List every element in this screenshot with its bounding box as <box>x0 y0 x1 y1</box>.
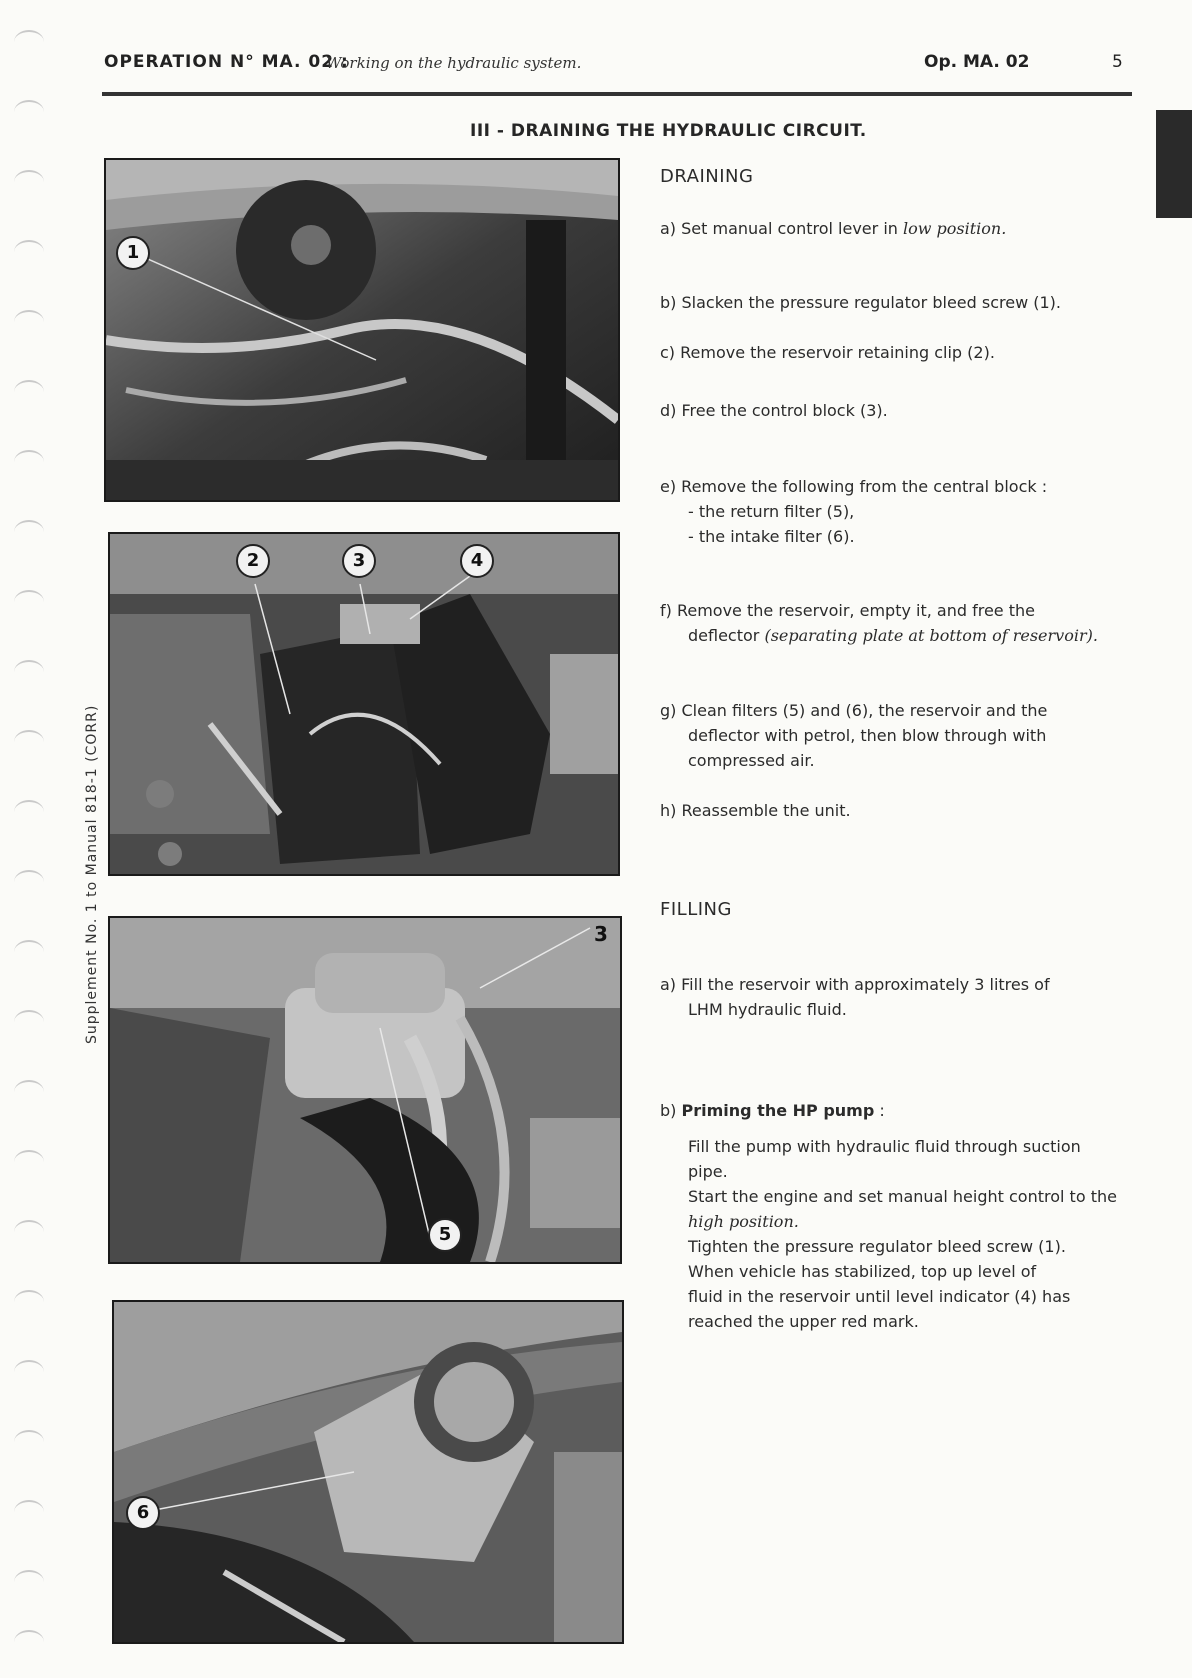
section-title: III - DRAINING THE HYDRAULIC CIRCUIT. <box>470 121 867 141</box>
operation-subject: Working on the hydraulic system. <box>326 54 582 72</box>
draining-step-e-line1: - the return filter (5), <box>688 502 855 521</box>
filling-b-line1: Fill the pump with hydraulic fluid through suction <box>688 1137 1081 1156</box>
draining-step-a <box>660 216 1140 241</box>
callout-4: 4 <box>460 544 494 578</box>
callout-3: 3 <box>342 544 376 578</box>
callout-1: 1 <box>116 236 150 270</box>
draining-step-e <box>660 474 1140 549</box>
binder-margin <box>0 0 60 1678</box>
draining-step-c: c) Remove the reservoir retaining clip (2). <box>660 343 995 362</box>
draining-step-f-italic: (separating plate at bottom of reservoir). <box>764 626 1098 645</box>
header-rule <box>102 92 1132 96</box>
photo-pressure-regulator <box>104 158 620 502</box>
callout-5: 5 <box>428 1218 462 1252</box>
draining-step-e-line2: - the intake filter (6). <box>688 527 855 546</box>
filling-step-a-line2: LHM hydraulic fluid. <box>688 1000 847 1019</box>
draining-step-f-prefix2: deflector <box>688 626 760 645</box>
operation-number: OPERATION N° MA. 02 : <box>104 52 349 72</box>
filling-b-line2: pipe. <box>688 1162 728 1181</box>
thumb-tab-mark <box>1156 110 1192 218</box>
filling-heading: FILLING <box>660 899 732 920</box>
draining-step-g-line1: g) Clean filters (5) and (6), the reservoir and the <box>660 701 1048 720</box>
draining-step-a-italic: low position. <box>903 219 1007 238</box>
photo-control-block <box>108 916 622 1264</box>
draining-step-f-line2 <box>660 623 1140 648</box>
callout-6: 6 <box>126 1496 160 1530</box>
draining-step-g-line3: compressed air. <box>688 751 815 770</box>
draining-step-e-text: e) Remove the following from the central block : <box>660 477 1048 496</box>
draining-step-h: h) Reassemble the unit. <box>660 801 851 820</box>
draining-step-g-line2: deflector with petrol, then blow through with <box>688 726 1047 745</box>
filling-step-b-title: Priming the HP pump <box>681 1101 875 1120</box>
filling-step-b-body <box>660 1134 1140 1334</box>
photo-intake-filter <box>112 1300 624 1644</box>
draining-step-b: b) Slacken the pressure regulator bleed screw (1). <box>660 293 1061 312</box>
draining-step-f <box>660 598 1140 648</box>
filling-b-line4: high position. <box>688 1212 799 1231</box>
filling-step-b-colon: : <box>879 1101 885 1120</box>
draining-heading: DRAINING <box>660 166 754 187</box>
callout-3b: 3 <box>594 922 608 946</box>
page-header <box>104 52 1122 78</box>
draining-step-f-text: f) Remove the reservoir, empty it, and free the <box>660 601 1035 620</box>
filling-b-line3: Start the engine and set manual height control to the <box>688 1187 1117 1206</box>
filling-step-a-line1: a) Fill the reservoir with approximately 3 litres of <box>660 975 1050 994</box>
filling-step-b <box>660 1098 1140 1123</box>
filling-b-line5: Tighten the pressure regulator bleed screw (1). <box>688 1237 1066 1256</box>
callout-2: 2 <box>236 544 270 578</box>
filling-b-line6: When vehicle has stabilized, top up level of <box>688 1262 1037 1281</box>
draining-step-d: d) Free the control block (3). <box>660 401 888 420</box>
filling-step-b-prefix: b) <box>660 1101 677 1120</box>
filling-b-line8: reached the upper red mark. <box>688 1312 919 1331</box>
page-number: 5 <box>1112 52 1123 72</box>
filling-step-a <box>660 972 1140 1022</box>
photo-reservoir-clip <box>108 532 620 876</box>
filling-b-line7: fluid in the reservoir until level indicator (4) has <box>688 1287 1071 1306</box>
side-margin-text: Supplement No. 1 to Manual 818-1 (CORR) <box>84 704 100 1044</box>
operation-ref: Op. MA. 02 <box>924 52 1030 72</box>
draining-step-g <box>660 698 1140 773</box>
draining-step-a-text: a) Set manual control lever in <box>660 219 898 238</box>
